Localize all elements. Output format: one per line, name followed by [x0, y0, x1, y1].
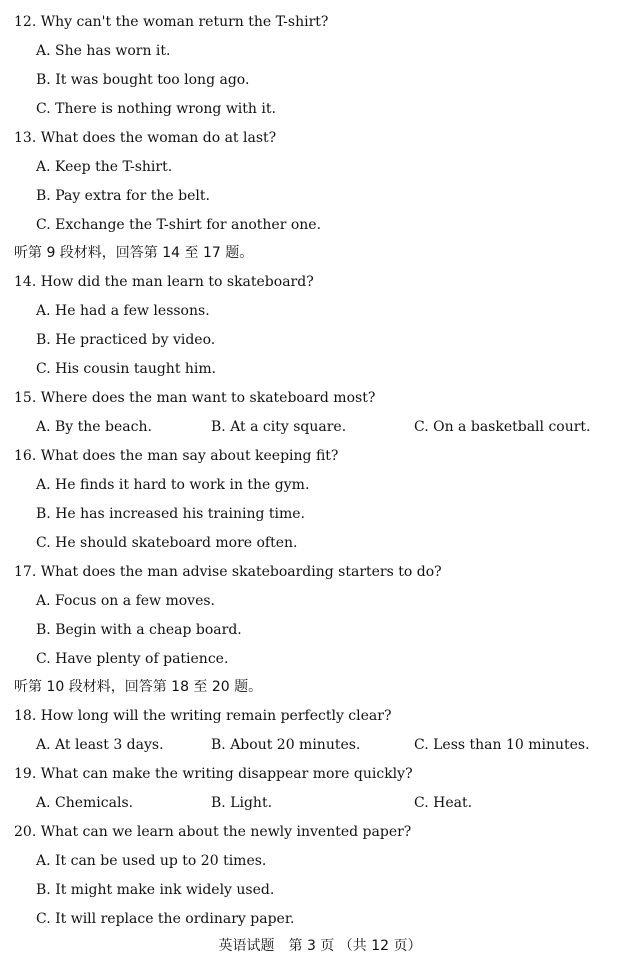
option-18-a: A. At least 3 days. [36, 737, 164, 753]
question-14: 14. How did the man learn to skateboard? [14, 274, 314, 290]
question-20: 20. What can we learn about the newly invented paper? [14, 824, 412, 840]
option-15-c: C. On a basketball court. [414, 419, 591, 435]
option-14-b: B. He practiced by video. [36, 332, 216, 348]
option-14-a: A. He had a few lessons. [36, 303, 210, 319]
option-16-a: A. He finds it hard to work in the gym. [36, 477, 310, 493]
option-16-b: B. He has increased his training time. [36, 506, 305, 522]
option-12-a: A. She has worn it. [36, 43, 171, 59]
option-13-a: A. Keep the T-shirt. [36, 159, 173, 175]
option-19-a: A. Chemicals. [36, 795, 134, 811]
option-row-18 [0, 734, 640, 756]
option-17-c: C. Have plenty of patience. [36, 651, 229, 667]
page-footer: 英语试题 第 3 页 （共 12 页） [218, 938, 422, 954]
question-17: 17. What does the man advise skateboarding starters to do? [14, 564, 442, 580]
option-18-b: B. About 20 minutes. [211, 737, 361, 753]
option-15-b: B. At a city square. [211, 419, 347, 435]
option-12-b: B. It was bought too long ago. [36, 72, 250, 88]
question-16: 16. What does the man say about keeping fit? [14, 448, 339, 464]
question-13: 13. What does the woman do at last? [14, 130, 277, 146]
section-heading-10: 听第 10 段材料，回答第 18 至 20 题。 [14, 679, 263, 695]
option-row-15 [0, 416, 640, 438]
option-16-c: C. He should skateboard more often. [36, 535, 298, 551]
option-13-b: B. Pay extra for the belt. [36, 188, 210, 204]
question-15: 15. Where does the man want to skateboard most? [14, 390, 376, 406]
section-heading-9: 听第 9 段材料，回答第 14 至 17 题。 [14, 245, 254, 261]
option-15-a: A. By the beach. [36, 419, 152, 435]
option-18-c: C. Less than 10 minutes. [414, 737, 590, 753]
question-19: 19. What can make the writing disappear more quickly? [14, 766, 413, 782]
option-19-c: C. Heat. [414, 795, 473, 811]
option-12-c: C. There is nothing wrong with it. [36, 101, 276, 117]
question-12: 12. Why can't the woman return the T-shirt? [14, 14, 329, 30]
option-20-c: C. It will replace the ordinary paper. [36, 911, 295, 927]
option-17-b: B. Begin with a cheap board. [36, 622, 242, 638]
option-20-a: A. It can be used up to 20 times. [36, 853, 267, 869]
option-19-b: B. Light. [211, 795, 273, 811]
option-13-c: C. Exchange the T-shirt for another one. [36, 217, 322, 233]
option-row-19 [0, 792, 640, 814]
option-20-b: B. It might make ink widely used. [36, 882, 275, 898]
option-17-a: A. Focus on a few moves. [36, 593, 216, 609]
question-18: 18. How long will the writing remain perfectly clear? [14, 708, 392, 724]
option-14-c: C. His cousin taught him. [36, 361, 217, 377]
